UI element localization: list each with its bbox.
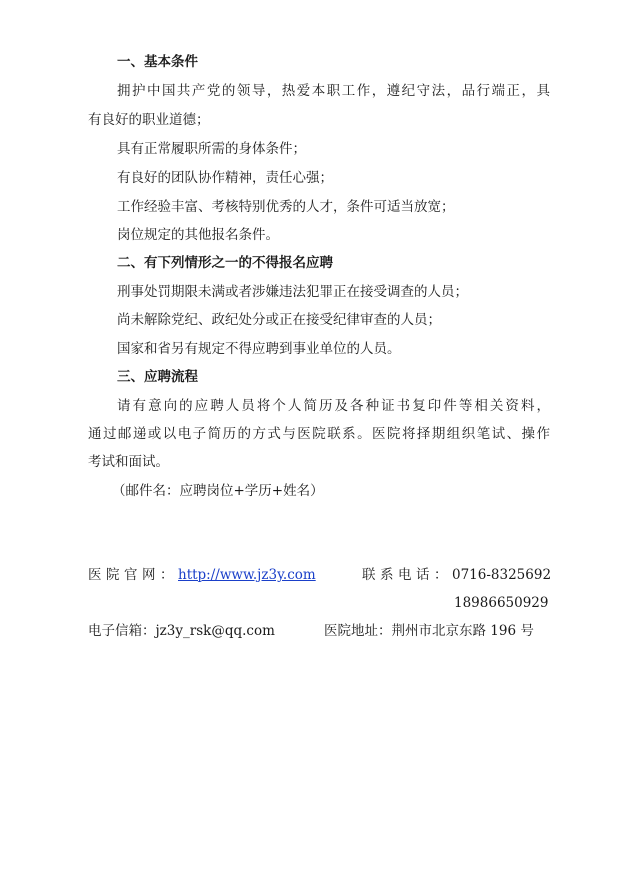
website-row [88,565,316,585]
email-subject-note: （邮件名：应聘岗位+学历+姓名） [112,483,324,499]
website-label: 医院官网： [88,567,178,583]
phone-row [362,565,551,585]
section-heading-basic-conditions: 一、基本条件 [117,54,198,70]
disqualification-item: 尚未解除党纪、政纪处分或正在接受纪律审查的人员； [117,312,441,328]
process-paragraph-line: 通过邮递或以电子简历的方式与医院联系。医院将择期组织笔试、操作 [88,426,550,442]
section-heading-application-process: 三、应聘流程 [117,369,198,385]
condition-item-continuation: 有良好的职业道德； [88,112,210,128]
process-paragraph-line: 请有意向的应聘人员将个人简历及各种证书复印件等相关资料， [117,398,550,414]
phone-number-2: 18986650929 [454,595,549,611]
disqualification-item: 刑事处罚期限未满或者涉嫌违法犯罪正在接受调查的人员； [117,284,468,300]
disqualification-item: 国家和省另有规定不得应聘到事业单位的人员。 [117,341,401,357]
email-label: 电子信箱： [88,623,156,639]
condition-item: 有良好的团队协作精神，责任心强； [117,170,333,186]
phone-label: 联系电话： [362,567,452,583]
condition-item: 拥护中国共产党的领导，热爱本职工作，遵纪守法，品行端正，具 [117,83,550,99]
email-row [88,621,275,641]
process-paragraph-line: 考试和面试。 [88,454,169,470]
condition-item: 工作经验丰富、考核特别优秀的人才，条件可适当放宽； [117,199,455,215]
address-value: 荆州市北京东路 196 号 [391,623,534,639]
address-label: 医院地址： [324,623,392,639]
condition-item: 具有正常履职所需的身体条件； [117,141,306,157]
section-heading-disqualifications: 二、有下列情形之一的不得报名应聘 [117,255,333,271]
address-row [324,621,534,641]
condition-item: 岗位规定的其他报名条件。 [117,227,279,243]
website-link[interactable]: http://www.jz3y.com [178,567,316,583]
email-address[interactable]: jz3y_rsk@qq.com [155,623,275,639]
phone-number-1: 0716-8325692 [452,567,552,583]
